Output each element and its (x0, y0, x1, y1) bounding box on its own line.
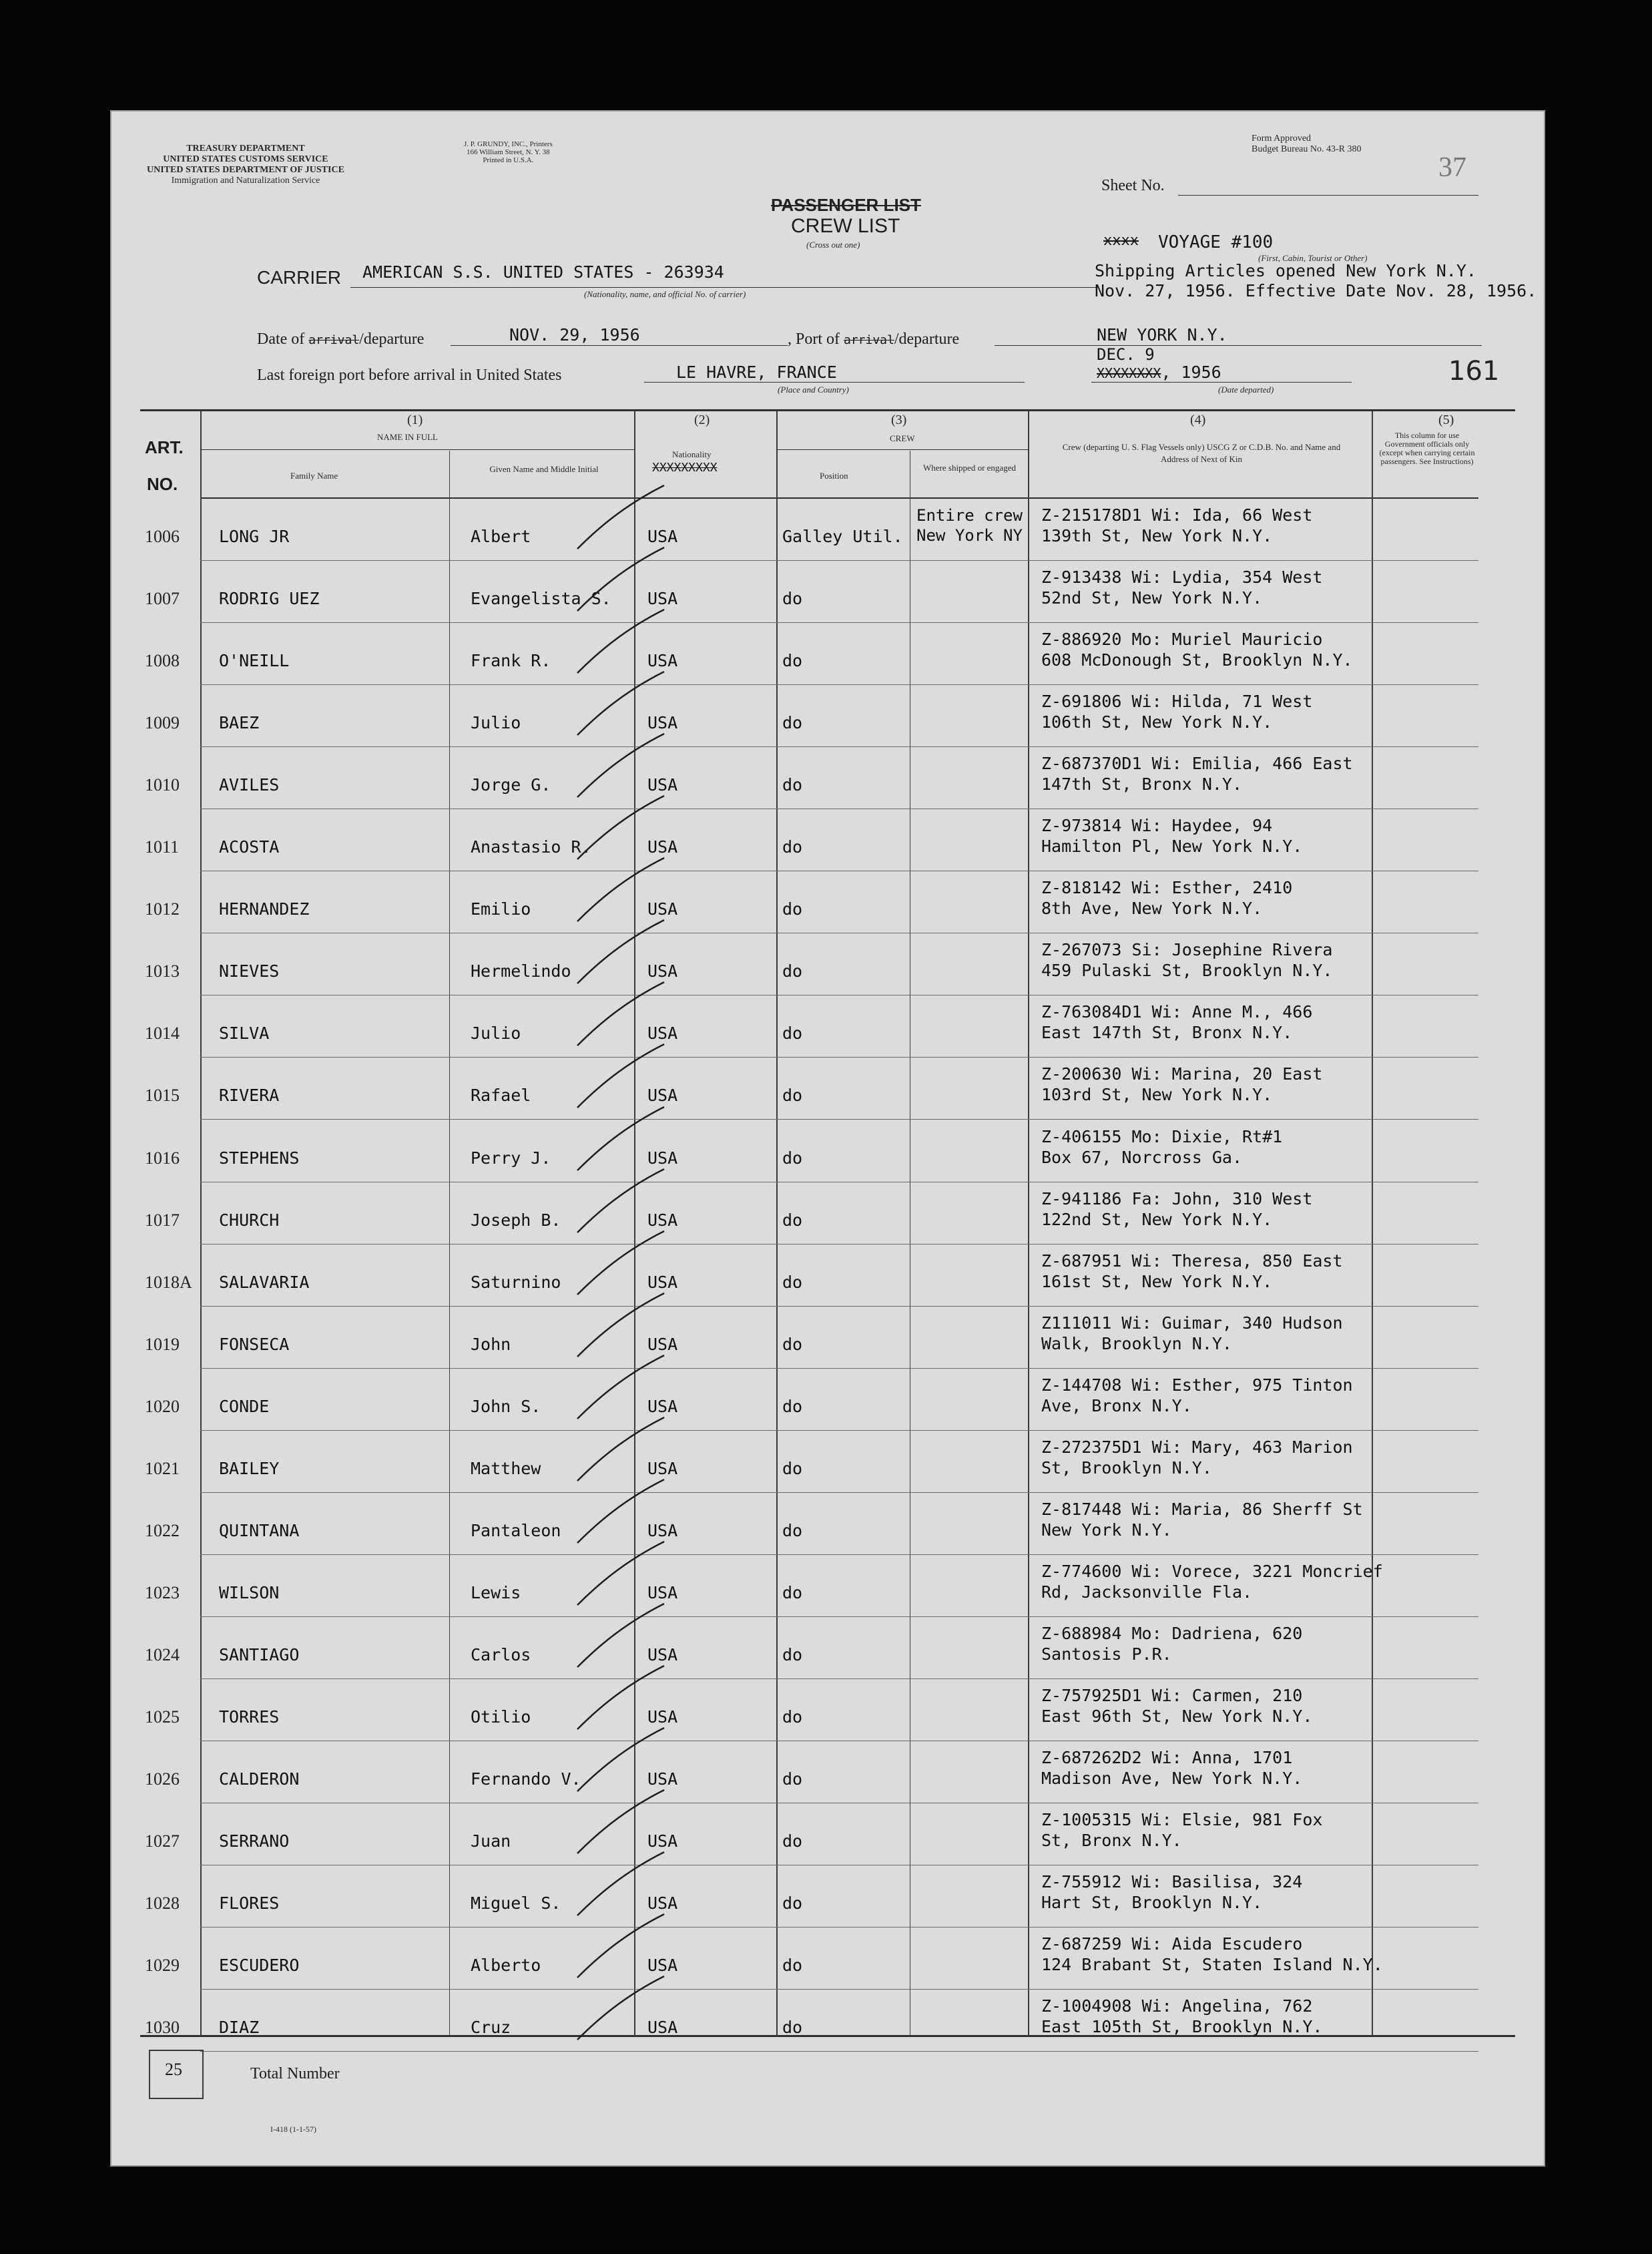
col1-title: NAME IN FULL (377, 432, 438, 442)
family-name: WILSON (219, 1582, 280, 1602)
family-name: LONG JR (219, 527, 290, 546)
position: do (782, 1024, 803, 1044)
table-row (110, 1679, 1545, 1741)
port-label-pre: , Port of (788, 330, 840, 348)
family-name: BAEZ (219, 713, 260, 733)
next-of-kin-line1: Z-913438 Wi: Lydia, 354 West (1041, 568, 1323, 588)
next-of-kin-line2: East 96th St, New York N.Y. (1041, 1706, 1313, 1726)
port-line (995, 345, 1482, 346)
subheader-rule (200, 449, 634, 450)
sheet-no-label: Sheet No. (1101, 177, 1165, 194)
sheet-no-value: 37 (1438, 152, 1466, 183)
date-departed-year: , 1956 (1161, 363, 1221, 382)
art-number: 1020 (145, 1396, 180, 1416)
next-of-kin-line1: Z-215178D1 Wi: Ida, 66 West (1041, 505, 1313, 525)
given-name: Perry J. (471, 1148, 551, 1168)
family-name: CONDE (219, 1396, 270, 1416)
family-name: FLORES (219, 1893, 280, 1913)
next-of-kin-line1: Z-687259 Wi: Aida Escudero (1041, 1934, 1303, 1954)
nationality: USA (647, 1458, 678, 1478)
position: do (782, 1769, 803, 1789)
position: do (782, 1582, 803, 1602)
next-of-kin-line1: Z-267073 Si: Josephine Rivera (1041, 940, 1333, 960)
total-label: Total Number (250, 2065, 340, 2082)
last-port-line (644, 382, 1025, 383)
given-name: Lewis (471, 1582, 521, 1602)
next-of-kin-line1: Z-941186 Fa: John, 310 West (1041, 1188, 1313, 1208)
table-row (110, 1058, 1545, 1120)
next-of-kin-line2: St, Bronx N.Y. (1041, 1831, 1182, 1851)
next-of-kin-line1: Z-691806 Wi: Hilda, 71 West (1041, 692, 1313, 712)
position: do (782, 651, 803, 671)
nationality: USA (647, 1024, 678, 1044)
form-approved-line: Budget Bureau No. 43-R 380 (1252, 144, 1362, 154)
next-of-kin-line2: 103rd St, New York N.Y. (1041, 1085, 1273, 1105)
next-of-kin-line1: Z-687951 Wi: Theresa, 850 East (1041, 1251, 1343, 1271)
list-title: CREW LIST (791, 215, 900, 237)
position: do (782, 1707, 803, 1727)
agency-line: Immigration and Naturalization Service (171, 176, 320, 186)
date-value: NOV. 29, 1956 (509, 325, 640, 345)
next-of-kin-line2: 124 Brabant St, Staten Island N.Y. (1041, 1955, 1383, 1975)
table-row (110, 1990, 1545, 2052)
given-name: Frank R. (471, 651, 551, 671)
table-row (110, 685, 1545, 747)
next-of-kin-line2: Ave, Bronx N.Y. (1041, 1395, 1192, 1415)
no-label: NO. (147, 474, 178, 494)
position: do (782, 1210, 803, 1230)
given-name: Anastasio R. (471, 837, 591, 857)
nationality: USA (647, 1210, 678, 1230)
position: do (782, 1086, 803, 1106)
position: do (782, 1644, 803, 1664)
family-name: RIVERA (219, 1086, 280, 1106)
printer-line: Printed in U.S.A. (483, 156, 534, 164)
art-number: 1029 (145, 1956, 180, 1976)
family-name: BAILEY (219, 1458, 280, 1478)
family-name: ACOSTA (219, 837, 280, 857)
next-of-kin-line1: Z-1005315 Wi: Elsie, 981 Fox (1041, 1810, 1323, 1830)
col3-num: (3) (891, 413, 907, 427)
nationality: USA (647, 1396, 678, 1416)
agency-line: UNITED STATES DEPARTMENT OF JUSTICE (147, 165, 344, 175)
art-number: 1018A (145, 1272, 192, 1292)
carrier-note: (Nationality, name, and official No. of carrier) (584, 289, 746, 299)
position: do (782, 837, 803, 857)
art-number: 1013 (145, 961, 180, 981)
date-departed-struck: XXXXXXXX (1097, 365, 1161, 381)
position: do (782, 1956, 803, 1976)
next-of-kin-line2: 106th St, New York N.Y. (1041, 712, 1273, 732)
where-shipped-header: Where shipped or engaged (923, 463, 1016, 473)
family-name: DIAZ (219, 2018, 260, 2038)
art-number: 1006 (145, 527, 180, 546)
position: Galley Util. (782, 527, 903, 546)
col4-num: (4) (1190, 413, 1206, 427)
table-row (110, 1803, 1545, 1865)
position: do (782, 1334, 803, 1354)
list-title-struck: PASSENGER LIST (771, 195, 921, 215)
crew-list-document (110, 110, 1545, 2167)
family-name: ESCUDERO (219, 1956, 300, 1976)
family-name: CHURCH (219, 1210, 280, 1230)
position: do (782, 713, 803, 733)
given-name-header: Given Name and Middle Initial (489, 464, 599, 474)
table-row (110, 995, 1545, 1058)
next-of-kin-line2: New York N.Y. (1041, 1520, 1172, 1540)
nationality: USA (647, 713, 678, 733)
place-note: (Place and Country) (778, 385, 849, 395)
art-number: 1016 (145, 1148, 180, 1168)
position: do (782, 589, 803, 609)
next-of-kin-line2: Santosis P.R. (1041, 1644, 1172, 1664)
given-name: Julio (471, 713, 521, 733)
art-number: 1014 (145, 1024, 180, 1044)
table-row (110, 1307, 1545, 1369)
nationality: USA (647, 1956, 678, 1976)
carrier-line (350, 287, 1098, 288)
next-of-kin-line1: Z-144708 Wi: Esther, 975 Tinton (1041, 1375, 1353, 1395)
nationality: USA (647, 1520, 678, 1540)
next-of-kin-line1: Z-687262D2 Wi: Anna, 1701 (1041, 1748, 1293, 1767)
date-label-post: /departure (359, 330, 425, 348)
sheet-no-line (1178, 195, 1478, 196)
table-row (110, 1493, 1545, 1555)
shipping-articles-2: Nov. 27, 1956. Effective Date Nov. 28, 1956. (1095, 281, 1537, 300)
voyage: VOYAGE #100 (1158, 232, 1274, 252)
table-row (110, 1865, 1545, 1928)
row-rule (200, 2051, 1478, 2052)
position: do (782, 1520, 803, 1540)
next-of-kin-line1: Z-687370D1 Wi: Emilia, 466 East (1041, 754, 1353, 774)
nationality: USA (647, 1893, 678, 1913)
table-row (110, 1369, 1545, 1431)
table-row (110, 747, 1545, 809)
position: do (782, 2018, 803, 2038)
col5-title: This column for use Government officials only (except when carrying certain passengers. See Instructions) (1379, 431, 1475, 466)
subheader-rule (776, 449, 1028, 450)
family-name-header: Family Name (290, 471, 338, 481)
next-of-kin-line2: 608 McDonough St, Brooklyn N.Y. (1041, 650, 1353, 670)
family-name: HERNANDEZ (219, 899, 310, 919)
table-row (110, 933, 1545, 995)
port-value: NEW YORK N.Y. (1097, 325, 1227, 345)
class-note: (First, Cabin, Tourist or Other) (1258, 253, 1368, 263)
given-name: Miguel S. (471, 1893, 561, 1913)
carrier-value: AMERICAN S.S. UNITED STATES - 263934 (362, 262, 724, 282)
table-row (110, 1431, 1545, 1493)
nationality: USA (647, 527, 678, 546)
where-shipped: Entire crew New York NY (916, 506, 1023, 545)
art-number: 1022 (145, 1520, 180, 1540)
next-of-kin-line1: Z-817448 Wi: Maria, 86 Sherff St (1041, 1499, 1363, 1519)
date-label-struck: arrival (308, 333, 360, 347)
given-name: Pantaleon (471, 1520, 561, 1540)
handwritten-number: 161 (1448, 356, 1500, 387)
given-name: Alberto (471, 1956, 541, 1976)
table-row (110, 1928, 1545, 1990)
family-name: STEPHENS (219, 1148, 300, 1168)
date-departed-top: DEC. 9 (1097, 345, 1155, 364)
family-name: FONSECA (219, 1334, 290, 1354)
nationality: USA (647, 651, 678, 671)
given-name: Carlos (471, 1644, 531, 1664)
nationality: USA (647, 2018, 678, 2038)
position: do (782, 1893, 803, 1913)
art-number: 1009 (145, 713, 180, 733)
art-number: 1025 (145, 1707, 180, 1727)
art-number: 1028 (145, 1893, 180, 1913)
given-name: Albert (471, 527, 531, 546)
next-of-kin-line1: Z-763084D1 Wi: Anne M., 466 (1041, 1002, 1313, 1022)
nationality-header: Nationality (672, 449, 712, 459)
next-of-kin-line1: Z-818142 Wi: Esther, 2410 (1041, 878, 1293, 898)
check-mark (571, 1973, 671, 2046)
art-number: 1027 (145, 1831, 180, 1851)
date-line (451, 345, 788, 346)
next-of-kin-line2: Rd, Jacksonville Fla. (1041, 1582, 1253, 1602)
art-number: 1019 (145, 1334, 180, 1354)
family-name: SALAVARIA (219, 1272, 310, 1292)
col1-num: (1) (407, 413, 423, 427)
given-name: Emilio (471, 899, 531, 919)
family-name: SILVA (219, 1024, 270, 1044)
given-name: Saturnino (471, 1272, 561, 1292)
voyage-struck: xxxx (1103, 232, 1139, 249)
nationality: USA (647, 1644, 678, 1664)
family-name: O'NEILL (219, 651, 290, 671)
given-name: Cruz (471, 2018, 511, 2038)
family-name: CALDERON (219, 1769, 300, 1789)
col4-title: Crew (departing U. S. Flag Vessels only) USCG Z or C.D.B. No. and Name and Address of Next of Kin (1062, 442, 1341, 464)
nationality: USA (647, 1831, 678, 1851)
family-name: SANTIAGO (219, 1644, 300, 1664)
next-of-kin-line1: Z-774600 Wi: Vorece, 3221 Moncrief (1041, 1561, 1383, 1581)
next-of-kin-line2: 139th St, New York N.Y. (1041, 526, 1273, 545)
table-row (110, 1617, 1545, 1679)
next-of-kin-line1: Z-406155 Mo: Dixie, Rt#1 (1041, 1126, 1283, 1146)
family-name: TORRES (219, 1707, 280, 1727)
next-of-kin-line1: Z-757925D1 Wi: Carmen, 210 (1041, 1685, 1303, 1705)
total-value: 25 (165, 2060, 182, 2079)
date-departed (1097, 363, 1221, 382)
family-name: SERRANO (219, 1831, 290, 1851)
art-number: 1010 (145, 775, 180, 795)
carrier-label: CARRIER (257, 267, 342, 288)
nationality: USA (647, 1272, 678, 1292)
date-departed-note: (Date departed) (1218, 385, 1274, 395)
given-name: Matthew (471, 1458, 541, 1478)
position: do (782, 961, 803, 981)
art-number: 1017 (145, 1210, 180, 1230)
art-number: 1007 (145, 589, 180, 609)
form-code: I-418 (1-1-57) (270, 2124, 316, 2134)
col2-num: (2) (694, 413, 710, 427)
next-of-kin-line2: St, Brooklyn N.Y. (1041, 1457, 1212, 1478)
next-of-kin-line1: Z-688984 Mo: Dadriena, 620 (1041, 1623, 1303, 1643)
nationality: USA (647, 899, 678, 919)
date-departed-line (1091, 382, 1352, 383)
printer-line: 166 William Street, N. Y. 38 (467, 148, 550, 156)
art-number: 1008 (145, 651, 180, 671)
agency-line: UNITED STATES CUSTOMS SERVICE (163, 154, 328, 164)
art-number: 1023 (145, 1582, 180, 1602)
agency-block (147, 144, 344, 186)
port-label (788, 330, 959, 349)
table-row (110, 1182, 1545, 1245)
given-name: Rafael (471, 1086, 531, 1106)
table-row (110, 1245, 1545, 1307)
given-name: Juan (471, 1831, 511, 1851)
nationality: USA (647, 775, 678, 795)
next-of-kin-line2: 147th St, Bronx N.Y. (1041, 774, 1243, 795)
table-row (110, 1555, 1545, 1617)
given-name: Joseph B. (471, 1210, 561, 1230)
nationality: USA (647, 1582, 678, 1602)
date-label (257, 330, 424, 349)
nationality: USA (647, 961, 678, 981)
table-row (110, 1741, 1545, 1803)
nationality: USA (647, 1148, 678, 1168)
position: do (782, 1148, 803, 1168)
next-of-kin-line1: Z-886920 Mo: Muriel Mauricio (1041, 630, 1323, 650)
table-row (110, 1120, 1545, 1182)
next-of-kin-line1: Z111011 Wi: Guimar, 340 Hudson (1041, 1313, 1343, 1333)
table-row (110, 499, 1545, 561)
nationality: USA (647, 589, 678, 609)
nationality: USA (647, 1334, 678, 1354)
art-number: 1011 (145, 837, 180, 857)
family-name: QUINTANA (219, 1520, 300, 1540)
next-of-kin-line1: Z-1004908 Wi: Angelina, 762 (1041, 1996, 1313, 2016)
given-name: Otilio (471, 1707, 531, 1727)
next-of-kin-line2: Hart St, Brooklyn N.Y. (1041, 1893, 1263, 1913)
col5-num: (5) (1438, 413, 1454, 427)
next-of-kin-line2: Hamilton Pl, New York N.Y. (1041, 837, 1303, 857)
position: do (782, 1396, 803, 1416)
printer-block (464, 140, 553, 164)
next-of-kin-line2: Box 67, Norcross Ga. (1041, 1147, 1243, 1167)
table-row (110, 809, 1545, 871)
position: do (782, 775, 803, 795)
printer-line: J. P. GRUNDY, INC., Printers (464, 140, 553, 148)
last-port-label: Last foreign port before arrival in United States (257, 367, 562, 384)
table-top-rule (140, 409, 1515, 411)
table-row (110, 871, 1545, 933)
cross-out-note: (Cross out one) (806, 240, 860, 250)
port-label-post: /departure (894, 330, 960, 348)
table-row (110, 623, 1545, 685)
family-name: NIEVES (219, 961, 280, 981)
port-label-struck: arrival (844, 333, 894, 347)
art-number: 1015 (145, 1086, 180, 1106)
art-number: 1021 (145, 1458, 180, 1478)
position-header: Position (820, 471, 848, 481)
next-of-kin-line2: Madison Ave, New York N.Y. (1041, 1769, 1303, 1788)
nationality-struck: XXXXXXXXX (652, 461, 718, 475)
next-of-kin-line1: Z-755912 Wi: Basilisa, 324 (1041, 1872, 1303, 1892)
position: do (782, 899, 803, 919)
crew-header: CREW (890, 433, 915, 443)
next-of-kin-line2: East 147th St, Bronx N.Y. (1041, 1023, 1293, 1043)
given-name: Evangelista S. (471, 589, 611, 609)
next-of-kin-line2: 459 Pulaski St, Brooklyn N.Y. (1041, 961, 1333, 981)
given-name: Fernando V. (471, 1769, 581, 1789)
position: do (782, 1272, 803, 1292)
art-number: 1030 (145, 2018, 180, 2038)
next-of-kin-line2: 161st St, New York N.Y. (1041, 1271, 1273, 1291)
next-of-kin-line1: Z-200630 Wi: Marina, 20 East (1041, 1064, 1323, 1084)
family-name: RODRIG UEZ (219, 589, 320, 609)
next-of-kin-line2: 122nd St, New York N.Y. (1041, 1209, 1273, 1229)
last-port-value: LE HAVRE, FRANCE (676, 363, 837, 382)
form-approved-line: Form Approved (1252, 134, 1312, 144)
position: do (782, 1458, 803, 1478)
given-name: John (471, 1334, 511, 1354)
shipping-articles-1: Shipping Articles opened New York N.Y. (1095, 261, 1476, 280)
next-of-kin-line2: East 105th St, Brooklyn N.Y. (1041, 2017, 1323, 2037)
agency-line: TREASURY DEPARTMENT (186, 144, 305, 154)
date-label-pre: Date of (257, 330, 305, 348)
next-of-kin-line1: Z-973814 Wi: Haydee, 94 (1041, 816, 1273, 836)
art-number: 1026 (145, 1769, 180, 1789)
art-number: 1012 (145, 899, 180, 919)
form-approved (1252, 134, 1361, 155)
art-label: ART. (145, 437, 184, 457)
given-name: Hermelindo (471, 961, 571, 981)
nationality: USA (647, 1086, 678, 1106)
nationality: USA (647, 1769, 678, 1789)
next-of-kin-line1: Z-272375D1 Wi: Mary, 463 Marion (1041, 1437, 1353, 1457)
art-number: 1024 (145, 1644, 180, 1664)
nationality: USA (647, 1707, 678, 1727)
nationality: USA (647, 837, 678, 857)
next-of-kin-line2: 52nd St, New York N.Y. (1041, 588, 1263, 608)
given-name: John S. (471, 1396, 541, 1416)
next-of-kin-line2: 8th Ave, New York N.Y. (1041, 899, 1263, 919)
position: do (782, 1831, 803, 1851)
given-name: Julio (471, 1024, 521, 1044)
family-name: AVILES (219, 775, 280, 795)
next-of-kin-line2: Walk, Brooklyn N.Y. (1041, 1333, 1232, 1353)
given-name: Jorge G. (471, 775, 551, 795)
table-row (110, 561, 1545, 623)
